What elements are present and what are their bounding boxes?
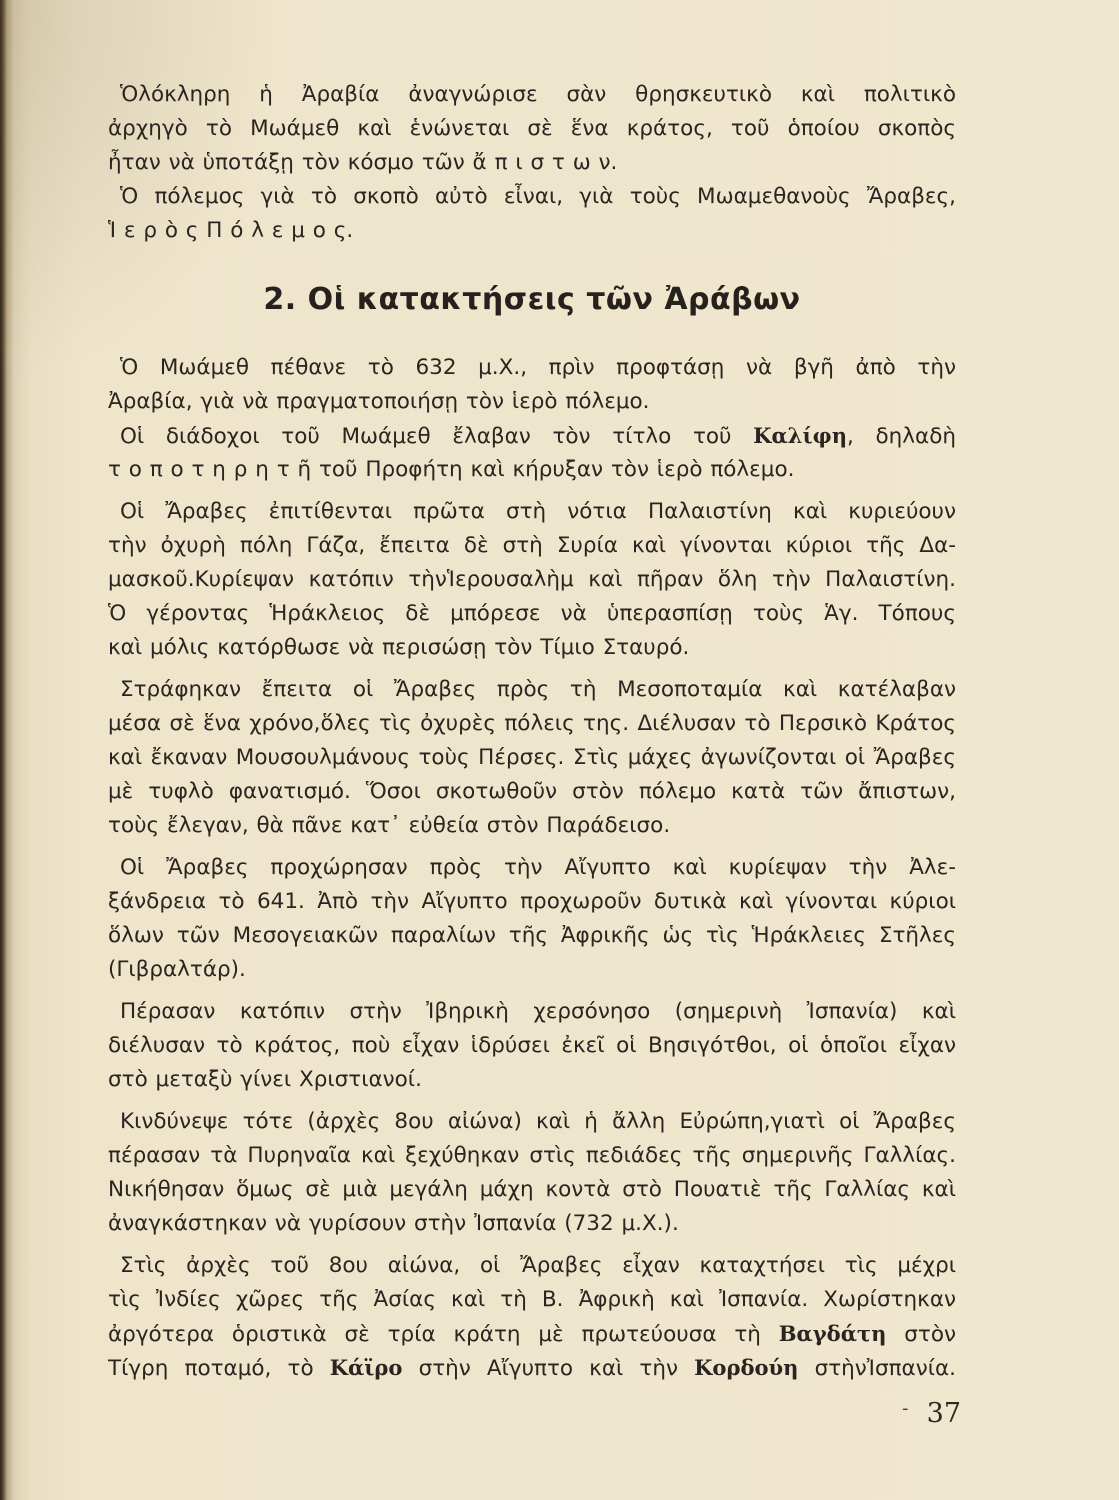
paragraph <box>108 419 956 487</box>
text-line: Ὁλόκληρη ἡ Ἀραβία ἀναγνώρισε σὰν θρησκευτικὸ καὶ πολιτικὸ <box>120 82 956 107</box>
paragraph <box>108 495 956 665</box>
text-line: καὶ μόλις κατόρθωσε νὰ περισώσῃ τὸν Τίμιο Σταυρό. <box>108 635 690 660</box>
text-line: ἀρχηγὸ τὸ Μωάμεθ καὶ ἑνώνεται σὲ ἕνα κράτος, τοῦ ὁποίου σκοπὸς <box>108 116 956 141</box>
page-mark: - <box>902 1398 909 1419</box>
paragraph <box>108 673 956 843</box>
paragraph <box>108 351 956 419</box>
text-line: Κινδύνεψε τότε (ἀρχὲς 8ου αἰώνα) καὶ ἡ ἄλλη Εὐρώπη,γιατὶ οἱ Ἄραβες <box>120 1109 956 1134</box>
paragraph <box>108 1249 956 1385</box>
text-line: μὲ τυφλὸ φανατισμό. Ὅσοι σκοτωθοῦν στὸν πόλεμο κατὰ τῶν ἄπιστων, <box>108 779 956 804</box>
bold-term-cairo: Κάϊρο <box>329 1355 403 1380</box>
text-line: στὸ μεταξὺ γίνει Χριστιανοί. <box>108 1067 422 1092</box>
text-line: Ὁ γέροντας Ἡράκλειος δὲ μπόρεσε νὰ ὑπερασπίσῃ τοὺς Ἁγ. Τόπους <box>108 601 956 626</box>
paragraph <box>108 180 956 248</box>
page-number: 37 <box>926 1398 961 1429</box>
text-line: Στὶς ἀρχὲς τοῦ 8ου αἰώνα, οἱ Ἄραβες εἶχαν καταχτήσει τὶς μέχρι <box>120 1253 956 1278</box>
paragraph <box>108 1105 956 1241</box>
line-text: ἀργότερα ὁριστικὰ σὲ τρία κράτη μὲ πρωτεύουσα τὴ <box>108 1322 779 1347</box>
text-line: πέρασαν τὰ Πυρηναῖα καὶ ξεχύθηκαν στὶς πεδιάδες τῆς σημερινῆς Γαλλίας. <box>108 1143 956 1168</box>
text-line: Ἱ ε ρ ὸ ς Π ό λ ε μ ο ς. <box>108 218 354 243</box>
text-line: διέλυσαν τὸ κράτος, ποὺ εἶχαν ἱδρύσει ἐκεῖ οἱ Βησιγότθοι, οἱ ὁποῖοι εἶχαν <box>108 1033 956 1058</box>
text-line <box>108 1351 956 1385</box>
bold-term-baghdad: Βαγδάτη <box>778 1321 887 1346</box>
text-line: Ὁ πόλεμος γιὰ τὸ σκοπὸ αὐτὸ εἶναι, γιὰ τοὺς Μωαμεθανοὺς Ἄραβες, <box>120 184 956 209</box>
text-line <box>108 419 956 453</box>
text-line: Νικήθησαν ὅμως σὲ μιὰ μεγάλη μάχη κοντὰ στὸ Πουατιὲ τῆς Γαλλίας καὶ <box>108 1177 956 1202</box>
text-line: (Γιβραλτάρ). <box>108 957 246 982</box>
paragraph <box>108 851 956 987</box>
line-text: , δηλαδὴ <box>847 424 956 449</box>
text-line: Ὁ Μωάμεθ πέθανε τὸ 632 μ.Χ., πρὶν προφτάσῃ νὰ βγῆ ἀπὸ τὴν <box>120 355 956 380</box>
text-line: Στράφηκαν ἔπειτα οἱ Ἄραβες πρὸς τὴ Μεσοποταμία καὶ κατέλαβαν <box>120 677 956 702</box>
text-line <box>108 1317 956 1351</box>
line-text: στὴν Αἴγυπτο καὶ τὴν <box>402 1356 695 1381</box>
text-line: ἦταν νὰ ὑποτάξῃ τὸν κόσμο τῶν ἄ π ι σ τ ω ν. <box>108 150 618 175</box>
book-page <box>108 78 956 1385</box>
section-heading: 2. Οἱ κατακτήσεις τῶν Ἀράβων <box>263 282 801 317</box>
text-line: τ ο π ο τ η ρ η τ ῆ τοῦ Προφήτη καὶ κήρυξαν τὸν ἱερὸ πόλεμο. <box>108 457 795 482</box>
text-line: ὅλων τῶν Μεσογειακῶν παραλίων τῆς Ἀφρικῆς ὡς τὶς Ἡράκλειες Στῆλες <box>108 923 956 948</box>
text-line: τοὺς ἔλεγαν, θὰ πᾶνε κατ᾿ εὐθεία στὸν Παράδεισο. <box>108 813 671 838</box>
paragraph <box>108 78 956 180</box>
text-line: ἀναγκάστηκαν νὰ γυρίσουν στὴν Ἰσπανία (732 μ.Χ.). <box>108 1211 679 1236</box>
text-line: μασκοῦ.Κυρίεψαν κατόπιν τὴνἹερουσαλὴμ καὶ πῆραν ὅλη τὴν Παλαιστίνη. <box>108 567 956 592</box>
text-line: τὴν ὀχυρὴ πόλη Γάζα, ἔπειτα δὲ στὴ Συρία καὶ γίνονται κύριοι τῆς Δα- <box>108 533 956 558</box>
text-line: Ἀραβία, γιὰ νὰ πραγματοποιήσῃ τὸν ἱερὸ πόλεμο. <box>108 389 650 414</box>
paragraph <box>108 995 956 1097</box>
text-line: Οἱ Ἄραβες ἐπιτίθενται πρῶτα στὴ νότια Παλαιστίνη καὶ κυριεύουν <box>120 499 956 524</box>
text-line: καὶ ἔκαναν Μουσουλμάνους τοὺς Πέρσες. Στὶς μάχες ἀγωνίζονται οἱ Ἄραβες <box>108 745 956 770</box>
line-text: Οἱ διάδοχοι τοῦ Μωάμεθ ἔλαβαν τὸν τίτλο τοῦ <box>120 424 754 449</box>
text-line: Οἱ Ἄραβες προχώρησαν πρὸς τὴν Αἴγυπτο καὶ κυρίεψαν τὴν Ἀλε- <box>120 855 956 880</box>
text-line: ξάνδρεια τὸ 641. Ἀπὸ τὴν Αἴγυπτο προχωροῦν δυτικὰ καὶ γίνονται κύριοι <box>108 889 956 914</box>
text-line: Πέρασαν κατόπιν στὴν Ἰβηρικὴ χερσόνησο (σημερινὴ Ἰσπανία) καὶ <box>120 999 956 1024</box>
text-line: μέσα σὲ ἕνα χρόνο,ὅλες τὶς ὀχυρὲς πόλεις της. Διέλυσαν τὸ Περσικὸ Κράτος <box>108 711 956 736</box>
bold-term-cordoba: Κορδούη <box>694 1355 799 1380</box>
line-text: στὴνἸσπανία. <box>798 1356 956 1381</box>
line-text: στὸν <box>886 1322 956 1347</box>
text-line: τὶς Ἰνδίες χῶρες τῆς Ἀσίας καὶ τὴ Β. Ἀφρικὴ καὶ Ἰσπανία. Χωρίστηκαν <box>108 1287 956 1312</box>
line-text: Τίγρη ποταμό, τὸ <box>108 1356 330 1381</box>
bold-term-caliph: Καλίφη <box>753 423 848 448</box>
